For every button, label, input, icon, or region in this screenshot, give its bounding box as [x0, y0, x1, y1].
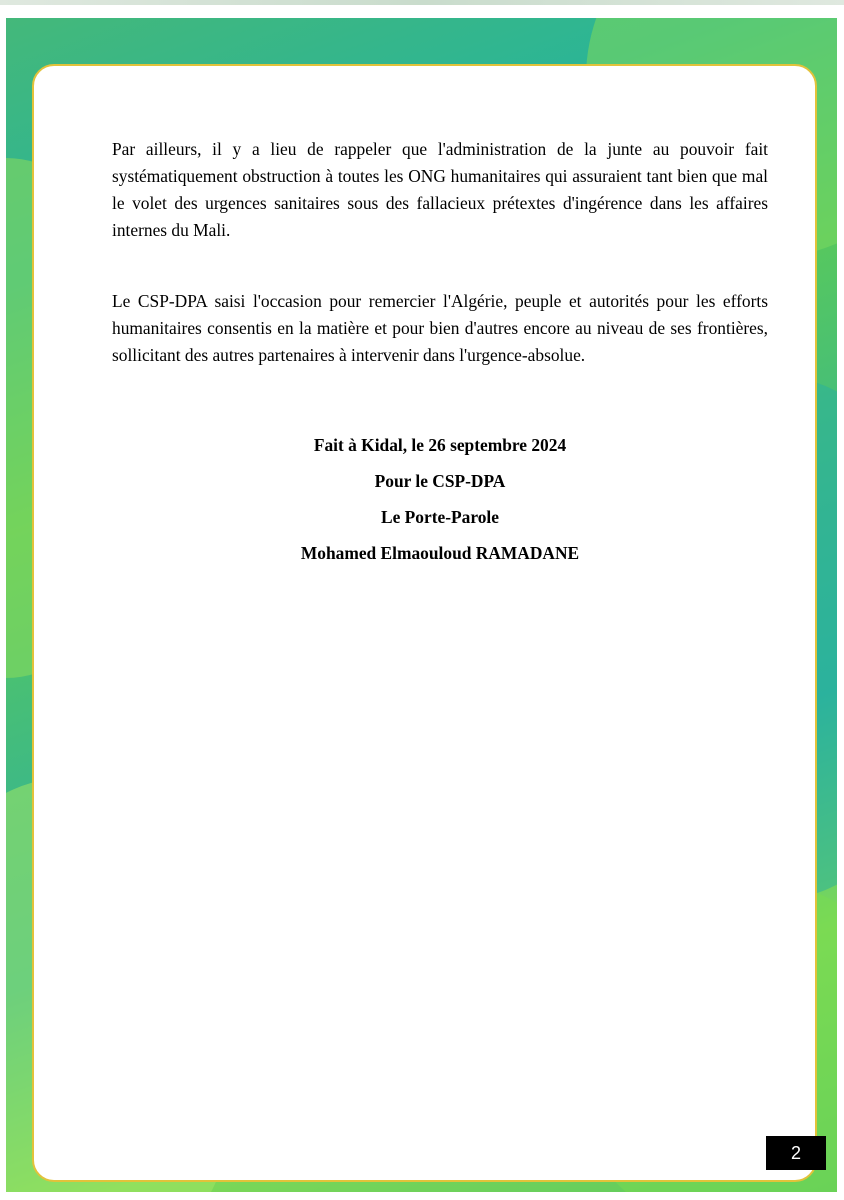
decorative-frame [6, 18, 837, 1192]
page-number: 2 [766, 1136, 826, 1170]
signature-block [112, 427, 768, 571]
content-card [32, 64, 817, 1182]
signature-place-date: Fait à Kidal, le 26 septembre 2024 [313, 435, 567, 455]
signature-name: Mohamed Elmaouloud RAMADANE [300, 543, 580, 563]
document-body [112, 136, 768, 571]
paragraph-obstruction: Par ailleurs, il y a lieu de rappeler que l'administration de la junte au pouvoir fait systématiquement obstruction à toutes les ONG humanitaires qui assuraient tant bien que mal le volet des urgences sanitaires sous des fallacieux prétextes d'ingérence dans les affaires internes du Mali. [112, 139, 768, 240]
paragraph-thanks: Le CSP-DPA saisi l'occasion pour remercier l'Algérie, peuple et autorités pour les efforts humanitaires consentis en la matière et pour bien d'autres encore au niveau de ses frontières, sollicitant des autres partenaires à intervenir dans l'urgence-absolue. [112, 291, 768, 365]
signature-role: Le Porte-Parole [381, 507, 499, 527]
top-strip [0, 0, 844, 5]
signature-organization: Pour le CSP-DPA [374, 471, 506, 491]
